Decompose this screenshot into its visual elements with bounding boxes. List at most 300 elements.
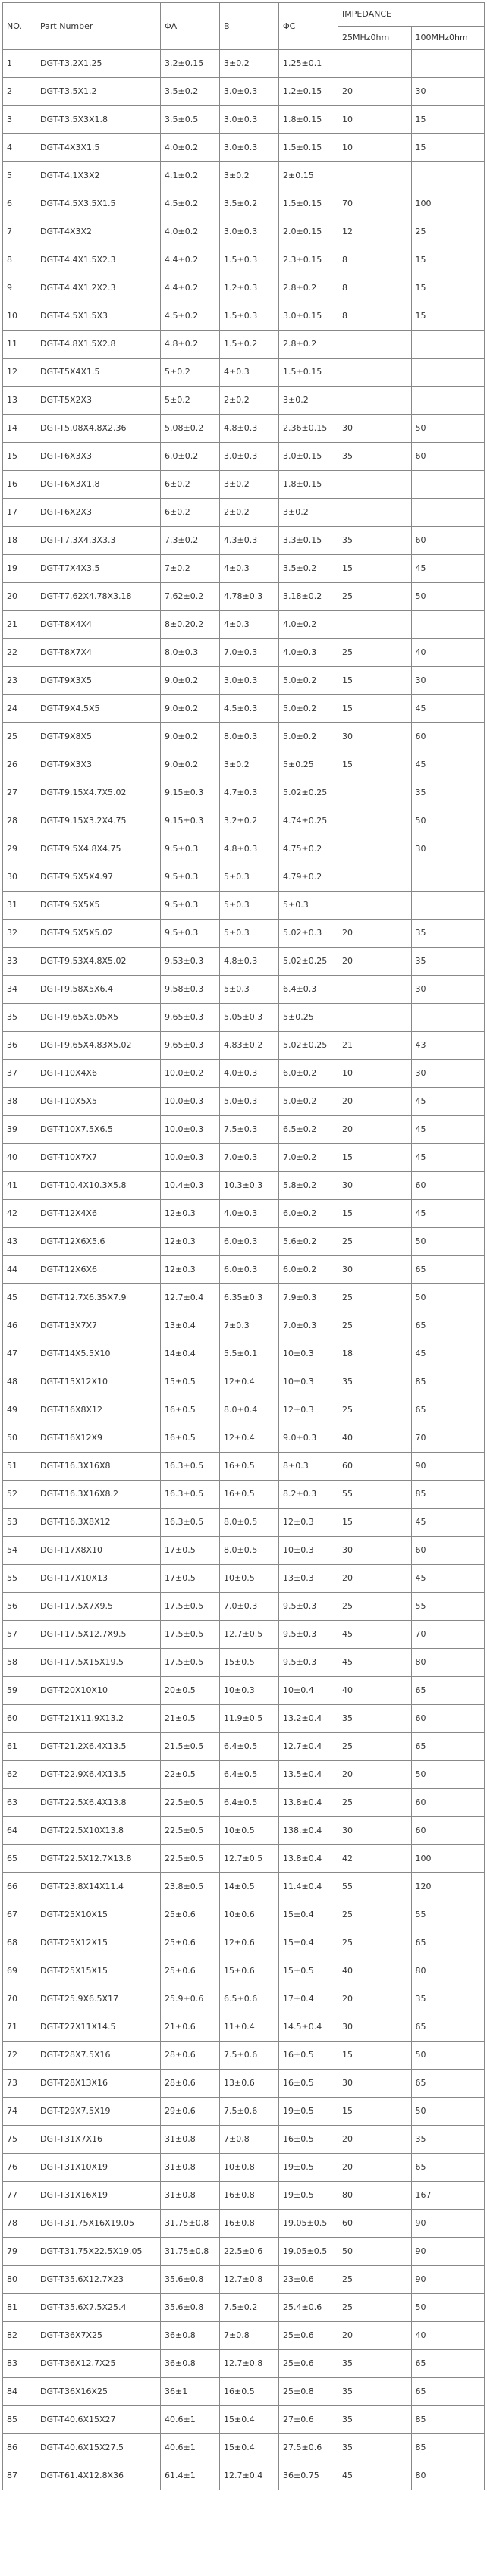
cell-impedance-100mhz: 65 bbox=[411, 2154, 485, 2182]
table-row bbox=[3, 723, 485, 751]
cell-impedance-25mhz: 30 bbox=[338, 1256, 412, 1284]
cell-part-number: DGT-T9.15X4.7X5.02 bbox=[36, 779, 161, 807]
cell-part-number: DGT-T36X16X25 bbox=[36, 2378, 161, 2406]
cell-no: 7 bbox=[3, 218, 36, 246]
cell-phi-c: 1.5±0.15 bbox=[279, 359, 338, 387]
cell-no: 47 bbox=[3, 1340, 36, 1368]
cell-impedance-25mhz: 25 bbox=[338, 583, 412, 611]
cell-no: 65 bbox=[3, 1845, 36, 1873]
cell-no: 35 bbox=[3, 1004, 36, 1032]
table-row bbox=[3, 1256, 485, 1284]
cell-phi-c: 3.3±0.15 bbox=[279, 527, 338, 555]
cell-impedance-25mhz bbox=[338, 611, 412, 639]
cell-phi-a: 20±0.5 bbox=[161, 1677, 220, 1705]
header-25mhz: 25MHz0hm bbox=[338, 27, 412, 50]
cell-phi-a: 36±0.8 bbox=[161, 2322, 220, 2350]
table-row bbox=[3, 948, 485, 976]
cell-part-number: DGT-T31X16X19 bbox=[36, 2182, 161, 2210]
cell-no: 83 bbox=[3, 2350, 36, 2378]
cell-impedance-100mhz: 65 bbox=[411, 1256, 485, 1284]
cell-no: 2 bbox=[3, 78, 36, 106]
header-impedance: IMPEDANCE bbox=[338, 3, 485, 27]
cell-impedance-100mhz: 167 bbox=[411, 2182, 485, 2210]
cell-no: 15 bbox=[3, 443, 36, 471]
table-row bbox=[3, 1901, 485, 1929]
cell-b: 16±0.8 bbox=[220, 2210, 279, 2238]
cell-b: 5±0.3 bbox=[220, 863, 279, 892]
table-row bbox=[3, 78, 485, 106]
table-row bbox=[3, 667, 485, 695]
cell-part-number: DGT-T8X4X4 bbox=[36, 611, 161, 639]
table-row bbox=[3, 1817, 485, 1845]
cell-phi-a: 6±0.2 bbox=[161, 499, 220, 527]
cell-phi-a: 9.0±0.2 bbox=[161, 695, 220, 723]
cell-impedance-25mhz: 35 bbox=[338, 2406, 412, 2434]
cell-impedance-25mhz: 40 bbox=[338, 1957, 412, 1985]
cell-impedance-25mhz: 20 bbox=[338, 78, 412, 106]
cell-phi-c: 13.8±0.4 bbox=[279, 1789, 338, 1817]
cell-phi-c: 13.8±0.4 bbox=[279, 1845, 338, 1873]
cell-impedance-100mhz: 65 bbox=[411, 2378, 485, 2406]
cell-b: 8.0±0.3 bbox=[220, 723, 279, 751]
table-row bbox=[3, 695, 485, 723]
cell-no: 55 bbox=[3, 1565, 36, 1593]
cell-impedance-25mhz: 30 bbox=[338, 723, 412, 751]
table-row bbox=[3, 583, 485, 611]
cell-b: 12.7±0.5 bbox=[220, 1621, 279, 1649]
cell-impedance-100mhz: 30 bbox=[411, 835, 485, 863]
cell-b: 16±0.5 bbox=[220, 1453, 279, 1481]
cell-part-number: DGT-T4.1X3X2 bbox=[36, 162, 161, 190]
cell-impedance-25mhz: 55 bbox=[338, 1481, 412, 1509]
cell-phi-a: 17±0.5 bbox=[161, 1537, 220, 1565]
cell-impedance-100mhz: 45 bbox=[411, 555, 485, 583]
cell-part-number: DGT-T31X7X16 bbox=[36, 2126, 161, 2154]
cell-phi-a: 36±1 bbox=[161, 2378, 220, 2406]
cell-no: 61 bbox=[3, 1733, 36, 1761]
table-row bbox=[3, 2434, 485, 2462]
cell-impedance-25mhz: 55 bbox=[338, 1873, 412, 1901]
cell-b: 5.0±0.3 bbox=[220, 1088, 279, 1116]
cell-impedance-100mhz: 45 bbox=[411, 1509, 485, 1537]
cell-no: 38 bbox=[3, 1088, 36, 1116]
cell-phi-c: 3±0.2 bbox=[279, 387, 338, 415]
cell-impedance-100mhz: 65 bbox=[411, 1733, 485, 1761]
cell-no: 75 bbox=[3, 2126, 36, 2154]
cell-part-number: DGT-T9X4.5X5 bbox=[36, 695, 161, 723]
cell-impedance-100mhz bbox=[411, 892, 485, 920]
cell-no: 60 bbox=[3, 1705, 36, 1733]
cell-phi-a: 9.5±0.3 bbox=[161, 863, 220, 892]
cell-impedance-100mhz: 85 bbox=[411, 1481, 485, 1509]
header-part-number: Part Number bbox=[36, 3, 161, 50]
cell-no: 10 bbox=[3, 302, 36, 331]
cell-part-number: DGT-T17.5X12.7X9.5 bbox=[36, 1621, 161, 1649]
cell-b: 6.0±0.3 bbox=[220, 1256, 279, 1284]
cell-phi-c: 3.0±0.15 bbox=[279, 443, 338, 471]
cell-part-number: DGT-T25X15X15 bbox=[36, 1957, 161, 1985]
cell-no: 73 bbox=[3, 2070, 36, 2098]
table-row bbox=[3, 1649, 485, 1677]
cell-impedance-100mhz: 90 bbox=[411, 2210, 485, 2238]
cell-impedance-25mhz: 21 bbox=[338, 1032, 412, 1060]
table-row bbox=[3, 2462, 485, 2490]
cell-impedance-25mhz: 35 bbox=[338, 1705, 412, 1733]
cell-phi-c: 15±0.5 bbox=[279, 1957, 338, 1985]
table-row bbox=[3, 1144, 485, 1172]
cell-phi-a: 4.4±0.2 bbox=[161, 274, 220, 302]
cell-phi-c: 4.0±0.2 bbox=[279, 611, 338, 639]
cell-phi-a: 10.0±0.3 bbox=[161, 1088, 220, 1116]
cell-no: 29 bbox=[3, 835, 36, 863]
cell-no: 72 bbox=[3, 2042, 36, 2070]
table-row bbox=[3, 1453, 485, 1481]
cell-phi-c: 1.8±0.15 bbox=[279, 106, 338, 134]
cell-phi-c: 3.0±0.15 bbox=[279, 302, 338, 331]
cell-b: 3.0±0.3 bbox=[220, 218, 279, 246]
cell-phi-a: 12±0.3 bbox=[161, 1200, 220, 1228]
cell-phi-a: 31.75±0.8 bbox=[161, 2238, 220, 2266]
table-row bbox=[3, 162, 485, 190]
cell-impedance-100mhz: 55 bbox=[411, 1901, 485, 1929]
cell-impedance-25mhz: 25 bbox=[338, 1284, 412, 1312]
cell-part-number: DGT-T7.62X4.78X3.18 bbox=[36, 583, 161, 611]
cell-phi-a: 9.0±0.2 bbox=[161, 751, 220, 779]
cell-part-number: DGT-T9X3X5 bbox=[36, 667, 161, 695]
cell-phi-a: 25±0.6 bbox=[161, 1929, 220, 1957]
cell-impedance-25mhz: 25 bbox=[338, 1312, 412, 1340]
cell-impedance-100mhz: 60 bbox=[411, 1172, 485, 1200]
cell-b: 3.0±0.3 bbox=[220, 78, 279, 106]
cell-part-number: DGT-T31.75X22.5X19.05 bbox=[36, 2238, 161, 2266]
cell-phi-c: 1.8±0.15 bbox=[279, 471, 338, 499]
cell-part-number: DGT-T9.5X5X5.02 bbox=[36, 920, 161, 948]
cell-impedance-25mhz: 25 bbox=[338, 1901, 412, 1929]
cell-impedance-25mhz: 20 bbox=[338, 1985, 412, 2013]
cell-no: 39 bbox=[3, 1116, 36, 1144]
cell-b: 12±0.4 bbox=[220, 1368, 279, 1396]
cell-phi-c: 5.6±0.2 bbox=[279, 1228, 338, 1256]
cell-no: 71 bbox=[3, 2013, 36, 2042]
cell-impedance-25mhz: 15 bbox=[338, 2042, 412, 2070]
table-row bbox=[3, 1200, 485, 1228]
cell-impedance-100mhz bbox=[411, 499, 485, 527]
cell-part-number: DGT-T61.4X12.8X36 bbox=[36, 2462, 161, 2490]
cell-impedance-25mhz: 30 bbox=[338, 1537, 412, 1565]
cell-b: 12.7±0.8 bbox=[220, 2350, 279, 2378]
cell-impedance-100mhz: 35 bbox=[411, 779, 485, 807]
cell-b: 4.3±0.3 bbox=[220, 527, 279, 555]
cell-part-number: DGT-T17X10X13 bbox=[36, 1565, 161, 1593]
cell-no: 87 bbox=[3, 2462, 36, 2490]
cell-b: 10±0.8 bbox=[220, 2154, 279, 2182]
cell-impedance-25mhz: 20 bbox=[338, 2126, 412, 2154]
cell-impedance-25mhz: 30 bbox=[338, 1817, 412, 1845]
cell-phi-c: 5.0±0.2 bbox=[279, 1088, 338, 1116]
table-row bbox=[3, 443, 485, 471]
cell-phi-a: 14±0.4 bbox=[161, 1340, 220, 1368]
cell-b: 7±0.8 bbox=[220, 2322, 279, 2350]
cell-no: 30 bbox=[3, 863, 36, 892]
table-row bbox=[3, 1705, 485, 1733]
cell-phi-c: 8.2±0.3 bbox=[279, 1481, 338, 1509]
cell-phi-a: 29±0.6 bbox=[161, 2098, 220, 2126]
cell-no: 31 bbox=[3, 892, 36, 920]
table-row bbox=[3, 2210, 485, 2238]
cell-b: 3±0.2 bbox=[220, 751, 279, 779]
cell-no: 80 bbox=[3, 2266, 36, 2294]
cell-b: 12±0.4 bbox=[220, 1424, 279, 1453]
cell-phi-a: 12±0.3 bbox=[161, 1228, 220, 1256]
cell-phi-a: 12±0.3 bbox=[161, 1256, 220, 1284]
cell-no: 51 bbox=[3, 1453, 36, 1481]
cell-phi-c: 2.8±0.2 bbox=[279, 331, 338, 359]
table-row bbox=[3, 2013, 485, 2042]
cell-impedance-100mhz: 50 bbox=[411, 1284, 485, 1312]
table-row bbox=[3, 892, 485, 920]
cell-impedance-100mhz: 45 bbox=[411, 751, 485, 779]
cell-phi-c: 19.05±0.5 bbox=[279, 2210, 338, 2238]
cell-no: 42 bbox=[3, 1200, 36, 1228]
cell-part-number: DGT-T22.5X6.4X13.8 bbox=[36, 1789, 161, 1817]
cell-b: 7.5±0.3 bbox=[220, 1116, 279, 1144]
cell-b: 8.0±0.4 bbox=[220, 1396, 279, 1424]
table-row bbox=[3, 835, 485, 863]
cell-b: 2±0.2 bbox=[220, 499, 279, 527]
cell-phi-c: 5.0±0.2 bbox=[279, 667, 338, 695]
table-row bbox=[3, 920, 485, 948]
cell-impedance-100mhz: 50 bbox=[411, 415, 485, 443]
cell-phi-c: 13.5±0.4 bbox=[279, 1761, 338, 1789]
cell-b: 4.0±0.3 bbox=[220, 1200, 279, 1228]
cell-impedance-25mhz: 42 bbox=[338, 1845, 412, 1873]
cell-part-number: DGT-T40.6X15X27.5 bbox=[36, 2434, 161, 2462]
cell-phi-a: 25±0.6 bbox=[161, 1901, 220, 1929]
cell-b: 4.78±0.3 bbox=[220, 583, 279, 611]
table-row bbox=[3, 1172, 485, 1200]
cell-impedance-100mhz: 65 bbox=[411, 1396, 485, 1424]
cell-part-number: DGT-T7X4X3.5 bbox=[36, 555, 161, 583]
cell-phi-c: 25.4±0.6 bbox=[279, 2294, 338, 2322]
cell-phi-c: 5.0±0.2 bbox=[279, 695, 338, 723]
cell-part-number: DGT-T12X6X5.6 bbox=[36, 1228, 161, 1256]
cell-b: 3.0±0.3 bbox=[220, 106, 279, 134]
cell-impedance-25mhz: 30 bbox=[338, 2013, 412, 2042]
cell-b: 16±0.5 bbox=[220, 2378, 279, 2406]
cell-impedance-100mhz bbox=[411, 863, 485, 892]
table-row bbox=[3, 807, 485, 835]
cell-b: 5±0.3 bbox=[220, 892, 279, 920]
table-row bbox=[3, 1368, 485, 1396]
cell-phi-c: 3±0.2 bbox=[279, 499, 338, 527]
cell-impedance-25mhz: 15 bbox=[338, 751, 412, 779]
cell-impedance-100mhz: 65 bbox=[411, 1312, 485, 1340]
cell-phi-c: 12.7±0.4 bbox=[279, 1733, 338, 1761]
cell-phi-a: 6.0±0.2 bbox=[161, 443, 220, 471]
cell-phi-a: 9.0±0.2 bbox=[161, 723, 220, 751]
table-row bbox=[3, 1873, 485, 1901]
cell-impedance-100mhz: 100 bbox=[411, 190, 485, 218]
cell-phi-c: 4.0±0.3 bbox=[279, 639, 338, 667]
cell-part-number: DGT-T13X7X7 bbox=[36, 1312, 161, 1340]
cell-phi-a: 31.75±0.8 bbox=[161, 2210, 220, 2238]
cell-phi-c: 13±0.3 bbox=[279, 1565, 338, 1593]
table-row bbox=[3, 2294, 485, 2322]
cell-impedance-100mhz bbox=[411, 611, 485, 639]
cell-impedance-100mhz: 43 bbox=[411, 1032, 485, 1060]
cell-part-number: DGT-T4.8X1.5X2.8 bbox=[36, 331, 161, 359]
cell-b: 6.4±0.5 bbox=[220, 1733, 279, 1761]
table-row bbox=[3, 611, 485, 639]
cell-impedance-100mhz: 40 bbox=[411, 639, 485, 667]
cell-no: 9 bbox=[3, 274, 36, 302]
table-row bbox=[3, 1481, 485, 1509]
cell-impedance-100mhz: 40 bbox=[411, 2322, 485, 2350]
cell-part-number: DGT-T22.9X6.4X13.5 bbox=[36, 1761, 161, 1789]
cell-phi-c: 4.74±0.25 bbox=[279, 807, 338, 835]
cell-no: 4 bbox=[3, 134, 36, 162]
cell-phi-c: 27.5±0.6 bbox=[279, 2434, 338, 2462]
cell-impedance-25mhz: 10 bbox=[338, 134, 412, 162]
cell-phi-a: 9.5±0.3 bbox=[161, 892, 220, 920]
cell-impedance-25mhz: 8 bbox=[338, 302, 412, 331]
cell-impedance-100mhz: 35 bbox=[411, 920, 485, 948]
cell-impedance-100mhz: 70 bbox=[411, 1424, 485, 1453]
cell-impedance-25mhz: 25 bbox=[338, 1733, 412, 1761]
cell-phi-c: 4.75±0.2 bbox=[279, 835, 338, 863]
cell-no: 68 bbox=[3, 1929, 36, 1957]
table-row bbox=[3, 1060, 485, 1088]
cell-phi-a: 3.5±0.5 bbox=[161, 106, 220, 134]
cell-no: 53 bbox=[3, 1509, 36, 1537]
table-row bbox=[3, 2350, 485, 2378]
cell-impedance-100mhz: 100 bbox=[411, 1845, 485, 1873]
cell-no: 52 bbox=[3, 1481, 36, 1509]
cell-no: 25 bbox=[3, 723, 36, 751]
cell-part-number: DGT-T9.5X5X4.97 bbox=[36, 863, 161, 892]
cell-impedance-100mhz: 15 bbox=[411, 134, 485, 162]
cell-phi-c: 2.3±0.15 bbox=[279, 246, 338, 274]
cell-part-number: DGT-T4.5X1.5X3 bbox=[36, 302, 161, 331]
table-row bbox=[3, 1761, 485, 1789]
cell-no: 76 bbox=[3, 2154, 36, 2182]
cell-no: 26 bbox=[3, 751, 36, 779]
cell-part-number: DGT-T4X3X1.5 bbox=[36, 134, 161, 162]
cell-phi-c: 5.02±0.3 bbox=[279, 920, 338, 948]
cell-b: 1.2±0.3 bbox=[220, 274, 279, 302]
cell-phi-a: 16.3±0.5 bbox=[161, 1509, 220, 1537]
cell-b: 7.0±0.3 bbox=[220, 639, 279, 667]
table-row bbox=[3, 50, 485, 78]
table-row bbox=[3, 1565, 485, 1593]
cell-phi-c: 15±0.4 bbox=[279, 1929, 338, 1957]
cell-phi-c: 10±0.3 bbox=[279, 1537, 338, 1565]
cell-phi-c: 2.36±0.15 bbox=[279, 415, 338, 443]
cell-phi-a: 22.5±0.5 bbox=[161, 1845, 220, 1873]
cell-phi-a: 5.08±0.2 bbox=[161, 415, 220, 443]
table-row bbox=[3, 106, 485, 134]
cell-impedance-25mhz: 20 bbox=[338, 920, 412, 948]
cell-impedance-100mhz: 65 bbox=[411, 1929, 485, 1957]
cell-phi-a: 10.4±0.3 bbox=[161, 1172, 220, 1200]
cell-part-number: DGT-T25X10X15 bbox=[36, 1901, 161, 1929]
table-row bbox=[3, 2154, 485, 2182]
cell-impedance-25mhz: 40 bbox=[338, 1677, 412, 1705]
cell-b: 1.5±0.3 bbox=[220, 302, 279, 331]
cell-phi-c: 9.5±0.3 bbox=[279, 1593, 338, 1621]
cell-phi-a: 9.15±0.3 bbox=[161, 779, 220, 807]
cell-phi-c: 7.0±0.2 bbox=[279, 1144, 338, 1172]
cell-no: 59 bbox=[3, 1677, 36, 1705]
table-row bbox=[3, 499, 485, 527]
cell-part-number: DGT-T10.4X10.3X5.8 bbox=[36, 1172, 161, 1200]
cell-b: 10±0.5 bbox=[220, 1565, 279, 1593]
table-row bbox=[3, 1424, 485, 1453]
cell-no: 57 bbox=[3, 1621, 36, 1649]
cell-impedance-100mhz: 85 bbox=[411, 1368, 485, 1396]
cell-phi-a: 4.5±0.2 bbox=[161, 302, 220, 331]
cell-phi-c: 11.4±0.4 bbox=[279, 1873, 338, 1901]
cell-part-number: DGT-T36X7X25 bbox=[36, 2322, 161, 2350]
cell-no: 19 bbox=[3, 555, 36, 583]
cell-part-number: DGT-T36X12.7X25 bbox=[36, 2350, 161, 2378]
cell-b: 4±0.3 bbox=[220, 611, 279, 639]
cell-phi-c: 25±0.6 bbox=[279, 2350, 338, 2378]
cell-b: 6.4±0.5 bbox=[220, 1761, 279, 1789]
table-row bbox=[3, 1537, 485, 1565]
cell-impedance-100mhz bbox=[411, 162, 485, 190]
cell-phi-a: 16±0.5 bbox=[161, 1396, 220, 1424]
cell-impedance-100mhz: 50 bbox=[411, 1228, 485, 1256]
cell-b: 4.5±0.3 bbox=[220, 695, 279, 723]
cell-phi-a: 5±0.2 bbox=[161, 359, 220, 387]
cell-phi-a: 9.53±0.3 bbox=[161, 948, 220, 976]
cell-no: 44 bbox=[3, 1256, 36, 1284]
cell-part-number: DGT-T5X4X1.5 bbox=[36, 359, 161, 387]
cell-phi-a: 22.5±0.5 bbox=[161, 1817, 220, 1845]
cell-impedance-25mhz: 60 bbox=[338, 1453, 412, 1481]
header-no: NO. bbox=[3, 3, 36, 50]
cell-part-number: DGT-T29X7.5X19 bbox=[36, 2098, 161, 2126]
cell-no: 24 bbox=[3, 695, 36, 723]
cell-no: 1 bbox=[3, 50, 36, 78]
cell-b: 3±0.2 bbox=[220, 471, 279, 499]
cell-phi-c: 27±0.6 bbox=[279, 2406, 338, 2434]
cell-impedance-25mhz: 40 bbox=[338, 1424, 412, 1453]
cell-no: 62 bbox=[3, 1761, 36, 1789]
cell-phi-a: 25.9±0.6 bbox=[161, 1985, 220, 2013]
header-row bbox=[3, 3, 485, 27]
cell-no: 8 bbox=[3, 246, 36, 274]
cell-no: 56 bbox=[3, 1593, 36, 1621]
cell-b: 1.5±0.3 bbox=[220, 246, 279, 274]
cell-impedance-100mhz: 70 bbox=[411, 1621, 485, 1649]
cell-impedance-25mhz: 50 bbox=[338, 2238, 412, 2266]
cell-impedance-25mhz: 20 bbox=[338, 1565, 412, 1593]
cell-part-number: DGT-T4X3X2 bbox=[36, 218, 161, 246]
cell-phi-c: 9.5±0.3 bbox=[279, 1621, 338, 1649]
cell-impedance-25mhz: 15 bbox=[338, 1509, 412, 1537]
cell-phi-a: 9.0±0.2 bbox=[161, 667, 220, 695]
cell-part-number: DGT-T31.75X16X19.05 bbox=[36, 2210, 161, 2238]
cell-phi-c: 3.18±0.2 bbox=[279, 583, 338, 611]
cell-no: 28 bbox=[3, 807, 36, 835]
cell-no: 66 bbox=[3, 1873, 36, 1901]
table-row bbox=[3, 1088, 485, 1116]
cell-impedance-100mhz bbox=[411, 50, 485, 78]
cell-impedance-100mhz: 85 bbox=[411, 2406, 485, 2434]
cell-part-number: DGT-T6X3X1.8 bbox=[36, 471, 161, 499]
